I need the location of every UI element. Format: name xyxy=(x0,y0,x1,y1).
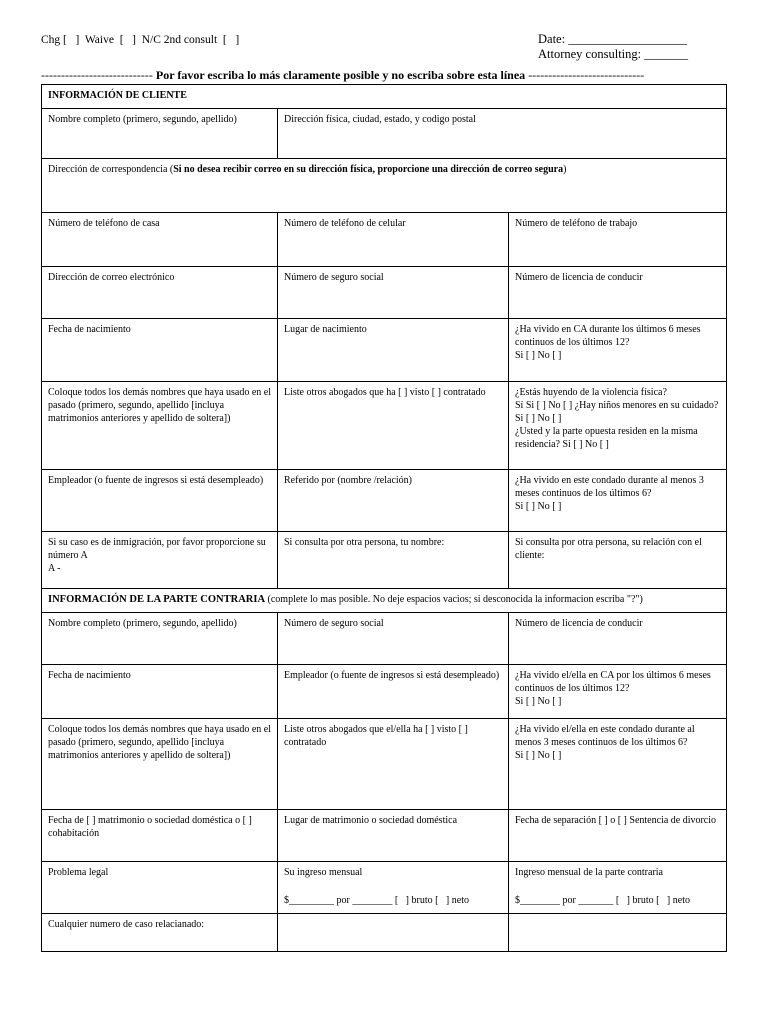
table-row xyxy=(42,382,727,470)
county-residency-options[interactable]: Si [ ] No [ ] xyxy=(515,501,562,512)
opposing-employer-field[interactable]: Empleador (o fuente de ingresos si está desempleado) xyxy=(278,665,509,719)
same-residence-question[interactable]: ¿Usted y la parte opuesta residen en la misma residencia? Si [ ] No [ ] xyxy=(515,426,698,450)
children-question[interactable]: Sí Si [ ] No [ ] ¿Hay niños menores en su cuidado? Si [ ] No [ ] xyxy=(515,400,719,424)
table-row xyxy=(42,810,727,862)
consultant-relation-field[interactable]: Si consulta por otra persona, su relación con el cliente: xyxy=(509,532,727,589)
divider-right: ----------------------------- xyxy=(528,68,645,82)
date-attorney-block xyxy=(538,32,688,62)
table-row xyxy=(42,109,727,159)
table-row xyxy=(42,159,727,213)
table-row xyxy=(42,719,727,810)
client-employer-field[interactable]: Empleador (o fuente de ingresos si está desempleado) xyxy=(42,470,278,532)
opposing-section-note: (complete lo mas posible. No deje espacios vacios; si desconocida la informacion escriba "?") xyxy=(265,594,643,605)
attorney-consulting-field: Attorney consulting: _______ xyxy=(538,47,688,61)
client-home-phone-field[interactable]: Número de teléfono de casa xyxy=(42,213,278,267)
client-referred-by-field[interactable]: Referido por (nombre /relación) xyxy=(278,470,509,532)
client-full-name-field[interactable]: Nombre completo (primero, segundo, apellido) xyxy=(42,109,278,159)
client-cell-phone-field[interactable]: Número de teléfono de celular xyxy=(278,213,509,267)
opposing-ca-residency-options[interactable]: Si [ ] No [ ] xyxy=(515,696,562,707)
ca-residency-question: ¿Ha vivido en CA durante los últimos 6 meses continuos de los últimos 12? xyxy=(515,324,701,348)
opposing-income-line[interactable]: $________ por _______ [ ] bruto [ ] neto xyxy=(515,895,690,906)
opposing-ssn-field[interactable]: Número de seguro social xyxy=(278,613,509,665)
opposing-dob-field[interactable]: Fecha de nacimiento xyxy=(42,665,278,719)
opposing-license-field[interactable]: Número de licencia de conducir xyxy=(509,613,727,665)
related-case-numbers-field[interactable]: Cualquier numero de caso relacianado: xyxy=(42,914,278,952)
client-section-title: INFORMACIÓN DE CLIENTE xyxy=(42,85,727,109)
related-case-numbers-blank-2[interactable] xyxy=(509,914,727,952)
opposing-section-title: INFORMACIÓN DE LA PARTE CONTRARIA xyxy=(48,594,266,605)
legal-problem-field[interactable]: Problema legal xyxy=(42,862,278,914)
client-birthplace-field[interactable]: Lugar de nacimiento xyxy=(278,319,509,382)
instruction-divider xyxy=(41,68,731,83)
client-ssn-field[interactable]: Número de seguro social xyxy=(278,267,509,319)
table-row xyxy=(42,914,727,952)
related-case-numbers-blank-1[interactable] xyxy=(278,914,509,952)
mailing-address-end: ) xyxy=(563,164,567,175)
date-field: Date: ___________________ xyxy=(538,32,687,46)
your-income-line[interactable]: $_________ por ________ [ ] bruto [ ] neto xyxy=(284,895,469,906)
your-income-label: Su ingreso mensual xyxy=(284,867,363,878)
opposing-ca-residency-field[interactable] xyxy=(509,665,727,719)
client-dob-field[interactable]: Fecha de nacimiento xyxy=(42,319,278,382)
client-license-field[interactable]: Número de licencia de conducir xyxy=(509,267,727,319)
table-row xyxy=(42,213,727,267)
opposing-section-header-row xyxy=(42,589,727,613)
opposing-other-attorneys-field[interactable]: Liste otros abogados que el/ella ha [ ] visto [ ] contratado xyxy=(278,719,509,810)
client-violence-field[interactable] xyxy=(509,382,727,470)
separation-date-field[interactable]: Fecha de separación [ ] o [ ] Sentencia de divorcio xyxy=(509,810,727,862)
client-work-phone-field[interactable]: Número de teléfono de trabajo xyxy=(509,213,727,267)
mailing-address-label: Dirección de correspondencia ( xyxy=(48,164,174,175)
mailing-address-note: Si no desea recibir correo en su dirección física, proporcione una dirección de correo segura xyxy=(173,164,564,175)
table-row xyxy=(42,532,727,589)
opposing-county-residency-field[interactable] xyxy=(509,719,727,810)
a-number-prefix: A - xyxy=(48,563,61,574)
county-residency-question: ¿Ha vivido en este condado durante al menos 3 meses continuos de los últimos 6? xyxy=(515,475,704,499)
instruction-text: Por favor escriba lo más claramente posible y no escriba sobre esta línea xyxy=(152,68,529,82)
marriage-date-field[interactable]: Fecha de [ ] matrimonio o sociedad doméstica o [ ] cohabitación xyxy=(42,810,278,862)
violence-question: ¿Estás huyendo de la violencia física? xyxy=(515,387,667,398)
table-row xyxy=(42,470,727,532)
opposing-full-name-field[interactable]: Nombre completo (primero, segundo, apellido) xyxy=(42,613,278,665)
client-physical-address-field[interactable]: Dirección física, ciudad, estado, y codigo postal xyxy=(278,109,727,159)
ca-residency-options[interactable]: Si [ ] No [ ] xyxy=(515,350,562,361)
client-ca-residency-field[interactable] xyxy=(509,319,727,382)
opposing-county-residency-options[interactable]: Si [ ] No [ ] xyxy=(515,750,562,761)
client-email-field[interactable]: Dirección de correo electrónico xyxy=(42,267,278,319)
table-row xyxy=(42,267,727,319)
table-row xyxy=(42,665,727,719)
client-section-header-row xyxy=(42,85,727,109)
client-mailing-address-field[interactable] xyxy=(42,159,727,213)
marriage-place-field[interactable]: Lugar de matrimonio o sociedad doméstica xyxy=(278,810,509,862)
opposing-county-residency-question: ¿Ha vivido el/ella en este condado durante al menos 3 meses continuos de los últimos 6? xyxy=(515,724,695,748)
table-row xyxy=(42,862,727,914)
charge-options: Chg [ ] Waive [ ] N/C 2nd consult [ ] xyxy=(41,34,240,46)
opposing-other-names-field[interactable]: Coloque todos los demás nombres que haya usado en el pasado (primero, segundo, apellido [incluya matrimonios anteriores y apellido de soltera]) xyxy=(42,719,278,810)
opposing-income-field[interactable] xyxy=(509,862,727,914)
client-county-residency-field[interactable] xyxy=(509,470,727,532)
opposing-income-label: Ingreso mensual de la parte contraria xyxy=(515,867,663,878)
client-immigration-field[interactable] xyxy=(42,532,278,589)
immigration-label: Si su caso es de inmigración, por favor proporcione su número A xyxy=(48,537,266,561)
table-row xyxy=(42,319,727,382)
opposing-ca-residency-question: ¿Ha vivido el/ella en CA por los últimos 6 meses continuos de los últimos 12? xyxy=(515,670,711,694)
consultant-name-field[interactable]: Si consulta por otra persona, tu nombre: xyxy=(278,532,509,589)
divider-left: ---------------------------- xyxy=(41,68,153,82)
client-other-names-field[interactable]: Coloque todos los demás nombres que haya usado en el pasado (primero, segundo, apellido [incluya matrimonios anteriores y apellido de soltera]) xyxy=(42,382,278,470)
your-income-field[interactable] xyxy=(278,862,509,914)
opposing-section-header xyxy=(42,589,727,613)
table-row xyxy=(42,613,727,665)
intake-form-table xyxy=(41,84,727,952)
client-other-attorneys-field[interactable]: Liste otros abogados que ha [ ] visto [ ] contratado xyxy=(278,382,509,470)
